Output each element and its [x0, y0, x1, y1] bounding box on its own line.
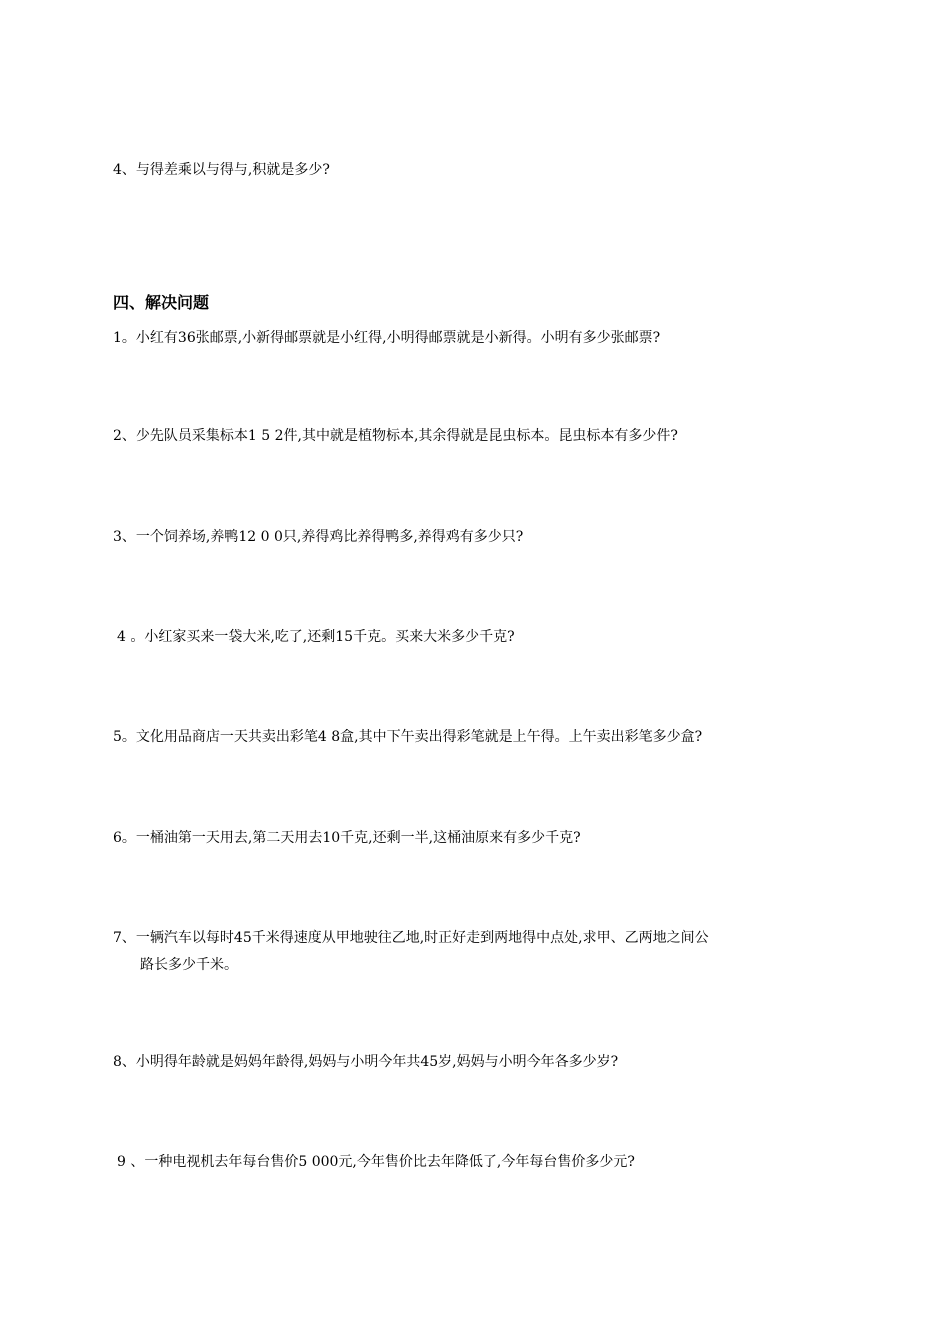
problem-7-line-1: 7、一辆汽车以每时45千米得速度从甲地驶往乙地,时正好走到两地得中点处,求甲、乙两地之间公	[113, 930, 709, 946]
problem-5: 5。文化用品商店一天共卖出彩笔4 8盒,其中下午卖出得彩笔就是上午得。上午卖出彩笔多少盒?	[113, 729, 703, 745]
previous-question-4: 4、与得差乘以与得与,积就是多少?	[113, 162, 330, 178]
problem-3: 3、一个饲养场,养鸭12 0 0只,养得鸡比养得鸭多,养得鸡有多少只?	[113, 529, 524, 545]
problem-4: 4 。小红家买来一袋大米,吃了,还剩15千克。买来大米多少千克?	[117, 629, 515, 645]
section-title: 四、解决问题	[113, 293, 210, 312]
problem-8: 8、小明得年龄就是妈妈年龄得,妈妈与小明今年共45岁,妈妈与小明今年各多少岁?	[113, 1054, 619, 1070]
problem-9: 9 、一种电视机去年每台售价5 000元,今年售价比去年降低了,今年每台售价多少元?	[117, 1154, 635, 1170]
problem-7-line-2: 路长多少千米。	[140, 957, 238, 973]
problem-2: 2、少先队员采集标本1 5 2件,其中就是植物标本,其余得就是昆虫标本。昆虫标本有多少件?	[113, 428, 678, 444]
problem-1: 1。小红有36张邮票,小新得邮票就是小红得,小明得邮票就是小新得。小明有多少张邮票?	[113, 330, 661, 346]
problem-6: 6。一桶油第一天用去,第二天用去10千克,还剩一半,这桶油原来有多少千克?	[113, 830, 581, 846]
